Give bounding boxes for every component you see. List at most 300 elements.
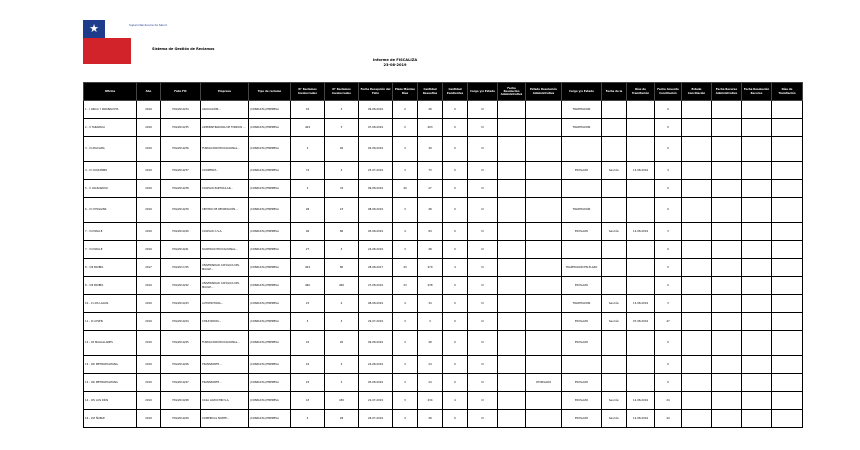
report-date: 23-08-2019	[383, 63, 407, 67]
table-cell: 09-08-2019	[359, 331, 393, 356]
table-cell	[682, 223, 712, 241]
table-cell: 12-08-2019	[627, 410, 655, 428]
table-cell: 1 - I ARICA Y PARINACOTA	[84, 101, 137, 119]
table-cell: 2019	[137, 137, 161, 162]
table-cell: 0	[655, 101, 682, 119]
table-cell	[498, 259, 526, 277]
table-cell: 0	[443, 119, 468, 137]
table-cell: 3	[655, 223, 682, 241]
table-cell	[742, 392, 772, 410]
logo-white-field	[105, 20, 167, 38]
table-cell	[772, 119, 803, 137]
table-cell: 4	[291, 410, 325, 428]
table-cell: 46	[325, 137, 359, 162]
table-cell	[772, 356, 803, 374]
table-cell	[498, 356, 526, 374]
table-cell: (CONSULTA) EMPRESA	[249, 162, 291, 180]
table-cell: 0	[655, 259, 682, 277]
table-cell: 8 - VIII BIOBÍO	[84, 259, 137, 277]
table-cell: (CONSULTA) EMPRESA	[249, 410, 291, 428]
table-cell: CHILE NIDOS...	[201, 313, 249, 331]
table-cell: TRANSPORTE...	[201, 374, 249, 392]
table-cell: 3	[418, 313, 443, 331]
table-cell	[712, 313, 742, 331]
table-cell: 0	[655, 277, 682, 295]
table-cell	[602, 374, 627, 392]
star-icon: ★	[89, 22, 99, 35]
column-header: Cargo y/o Estado	[468, 83, 498, 101]
table-cell: (CONSULTA) EMPRESA	[249, 223, 291, 241]
table-cell: 7 - VII MAULE	[84, 223, 137, 241]
table-cell: 2019	[137, 331, 161, 356]
table-cell: 05-08-2019	[359, 223, 393, 241]
table-cell: 430	[325, 392, 359, 410]
table-cell	[712, 137, 742, 162]
logo	[83, 20, 167, 64]
table-cell: FAS/2019/49	[161, 410, 201, 428]
table-cell: FAS/2019/48	[161, 392, 201, 410]
table-cell: 3	[393, 162, 418, 180]
table-cell	[682, 374, 712, 392]
column-header: Fecha de la	[602, 83, 627, 101]
column-header: Días de Tramitación	[772, 83, 803, 101]
table-cell	[742, 259, 772, 277]
table-cell: 3	[291, 137, 325, 162]
table-cell: CI	[468, 313, 498, 331]
table-cell: 0	[655, 374, 682, 392]
table-cell	[682, 410, 712, 428]
table-cell	[602, 241, 627, 259]
report-title: Informe de FISCALIZA	[372, 58, 418, 62]
table-cell: 4	[325, 162, 359, 180]
table-cell	[526, 223, 562, 241]
table-cell: 5 - V VALPARAÍSO	[84, 180, 137, 198]
table-cell: 0	[443, 101, 468, 119]
table-cell: 13 - XIII METROPOLITANA	[84, 374, 137, 392]
table-cell	[772, 259, 803, 277]
table-cell: 4	[393, 295, 418, 313]
table-cell	[712, 392, 742, 410]
table-cell: EN PLAZO	[562, 331, 602, 356]
table-cell: 07-08-2019	[359, 119, 393, 137]
table-cell: 0	[655, 180, 682, 198]
column-header: Fecha Recurso Administrativo	[712, 83, 742, 101]
table-cell	[526, 410, 562, 428]
column-header: Plazo Máximo Días	[393, 83, 418, 101]
table-cell	[742, 374, 772, 392]
table-cell	[772, 277, 803, 295]
table-cell: 23	[325, 198, 359, 223]
table-cell	[627, 356, 655, 374]
table-cell: CI	[468, 162, 498, 180]
table-cell	[627, 137, 655, 162]
table-cell: 09-08-2019	[359, 180, 393, 198]
table-cell: (CONSULTA) EMPRESA	[249, 392, 291, 410]
table-cell: 3	[393, 313, 418, 331]
table-cell	[712, 295, 742, 313]
table-cell: 3	[325, 374, 359, 392]
table-cell: 13-08-2019	[627, 162, 655, 180]
table-cell	[498, 223, 526, 241]
table-cell	[682, 198, 712, 223]
table-cell: UNIVERSIDAD CATÓLICA DEL MAULE...	[201, 277, 249, 295]
table-cell: 0	[443, 137, 468, 162]
table-row	[84, 313, 803, 331]
table-cell: 0	[443, 331, 468, 356]
table-cell: 2019	[137, 392, 161, 410]
table-cell	[772, 331, 803, 356]
table-cell: 0	[443, 198, 468, 223]
table-cell: 11 - XI AYSÉN	[84, 313, 137, 331]
table-cell	[772, 162, 803, 180]
table-cell: 434	[418, 392, 443, 410]
column-header: Días de Tramitación	[627, 83, 655, 101]
table-cell	[498, 137, 526, 162]
table-cell: 238	[418, 277, 443, 295]
table-cell: 7 - VII MAULE	[84, 241, 137, 259]
table-cell: 10 - X LOS LAGOS	[84, 295, 137, 313]
table-cell	[602, 198, 627, 223]
table-cell: 4 - IV COQUIMBO	[84, 162, 137, 180]
table-cell	[682, 259, 712, 277]
table-cell	[742, 410, 772, 428]
table-cell	[772, 313, 803, 331]
table-cell: FAS/2019/45	[161, 331, 201, 356]
table-cell: CI	[468, 119, 498, 137]
table-cell: 28	[418, 410, 443, 428]
table-cell: COMERCIAL NORTE...	[201, 410, 249, 428]
table-cell: (CONSULTA) EMPRESA	[249, 119, 291, 137]
table-cell: 2019	[137, 374, 161, 392]
table-row	[84, 295, 803, 313]
table-cell	[682, 295, 712, 313]
table-cell: 26-07-2019	[359, 410, 393, 428]
table-cell: CI	[468, 374, 498, 392]
table-cell: TRAMITACIÓN EN PLAZO	[562, 259, 602, 277]
table-cell: 34	[418, 295, 443, 313]
table-cell: 29-07-2019	[359, 313, 393, 331]
table-cell	[742, 223, 772, 241]
table-cell	[526, 198, 562, 223]
table-cell: 09-08-2019	[359, 101, 393, 119]
table-row	[84, 277, 803, 295]
table-cell	[627, 101, 655, 119]
table-cell	[682, 392, 712, 410]
table-cell: 2019	[137, 356, 161, 374]
table-cell: 02-08-2019	[359, 137, 393, 162]
table-cell	[712, 162, 742, 180]
table-cell	[772, 374, 803, 392]
table-cell: 404	[291, 119, 325, 137]
table-cell: Sanción	[602, 392, 627, 410]
table-cell: 24	[418, 374, 443, 392]
table-cell: EN PLAZO	[562, 374, 602, 392]
table-cell: FAS/2019/34	[161, 101, 201, 119]
table-cell: 34	[325, 180, 359, 198]
table-cell: Sanción	[602, 410, 627, 428]
table-row	[84, 331, 803, 356]
table-cell	[772, 241, 803, 259]
table-cell: 460	[325, 277, 359, 295]
table-cell: CI	[468, 295, 498, 313]
table-cell: CI	[468, 356, 498, 374]
table-cell	[498, 101, 526, 119]
table-cell	[526, 119, 562, 137]
table-cell	[602, 331, 627, 356]
table-cell: 43	[291, 101, 325, 119]
table-cell: 2019	[137, 313, 161, 331]
table-cell: UNIVERSIDAD CATÓLICA DEL MAULE...	[201, 259, 249, 277]
table-cell: 2 - II TARAPACÁ	[84, 119, 137, 137]
table-cell: 26	[325, 331, 359, 356]
column-header: Tipo de reclamo	[249, 83, 291, 101]
table-cell	[682, 331, 712, 356]
table-cell	[498, 119, 526, 137]
column-header: Fecha Resolución Recurso	[742, 83, 772, 101]
table-cell: (CONSULTA) EMPRESA	[249, 295, 291, 313]
table-cell	[562, 137, 602, 162]
table-cell: 2019	[137, 295, 161, 313]
table-cell: 0	[443, 410, 468, 428]
table-cell	[498, 277, 526, 295]
column-header: Folio FIC	[161, 83, 201, 101]
table-cell: 0	[655, 198, 682, 223]
table-row	[84, 241, 803, 259]
table-cell: 2019	[137, 410, 161, 428]
table-cell	[712, 277, 742, 295]
table-cell: 0	[443, 374, 468, 392]
table-row	[84, 392, 803, 410]
table-cell	[742, 180, 772, 198]
table-cell: 25-07-2019	[359, 162, 393, 180]
table-cell: 460	[291, 277, 325, 295]
report-table	[83, 82, 803, 428]
table-cell: FAS/2019/37	[161, 162, 201, 180]
table-cell: 43	[291, 392, 325, 410]
table-cell: 13 - XIII METROPOLITANA	[84, 356, 137, 374]
table-cell: 47	[655, 313, 682, 331]
table-body	[84, 101, 803, 428]
table-cell: 3	[393, 392, 418, 410]
table-cell: 2019	[137, 180, 161, 198]
table-cell: 43	[291, 331, 325, 356]
logo-blue-field	[83, 20, 105, 38]
table-cell: 404	[291, 259, 325, 277]
table-cell	[682, 180, 712, 198]
table-cell: 0	[443, 241, 468, 259]
table-cell: ADMINISTRADORA DE FONDOS ...	[201, 119, 249, 137]
table-cell: 0	[655, 137, 682, 162]
table-cell: 40	[393, 180, 418, 198]
table-cell: TRANSPORTE...	[201, 356, 249, 374]
table-cell: 27	[418, 180, 443, 198]
table-cell: (CONSULTA) EMPRESA	[249, 137, 291, 162]
table-cell	[742, 295, 772, 313]
column-header: Fecha Acuerdo Conciliación	[655, 83, 682, 101]
table-cell: 2019	[137, 198, 161, 223]
table-cell: 4	[655, 162, 682, 180]
table-cell: 24-08-2019	[359, 241, 393, 259]
table-cell: 2019	[137, 101, 161, 119]
table-cell	[772, 223, 803, 241]
table-cell: ASOCIACIÓN...	[201, 101, 249, 119]
table-cell: 0	[655, 119, 682, 137]
column-header: Estado Conciliación	[682, 83, 712, 101]
table-cell	[682, 313, 712, 331]
table-cell: FAS/2019/41	[161, 241, 201, 259]
table-cell	[627, 241, 655, 259]
table-cell: 0	[443, 180, 468, 198]
table-cell: 24	[655, 392, 682, 410]
table-cell: 46	[291, 223, 325, 241]
column-header: Fecha Recepción del Folio	[359, 83, 393, 101]
table-cell: 3	[325, 241, 359, 259]
table-cell: 0	[443, 295, 468, 313]
table-cell: COLEGIO PARTICULAR...	[201, 180, 249, 198]
table-cell: CI	[468, 137, 498, 162]
table-cell: OTORGADO	[526, 374, 562, 392]
table-cell: (CONSULTA) EMPRESA	[249, 101, 291, 119]
table-cell: (CONSULTA) EMPRESA	[249, 374, 291, 392]
column-header: Cantidad Pendientes	[443, 83, 468, 101]
table-cell: 2019	[137, 223, 161, 241]
column-header: N° Reclamos Involucrados	[325, 83, 359, 101]
table-cell	[602, 259, 627, 277]
table-row	[84, 374, 803, 392]
table-cell	[526, 331, 562, 356]
column-header: Oficina	[84, 83, 137, 101]
table-cell: 2017	[137, 259, 161, 277]
table-cell	[682, 137, 712, 162]
table-cell: 6 - VI O'HIGGINS	[84, 198, 137, 223]
table-cell	[772, 392, 803, 410]
table-cell: 28	[325, 410, 359, 428]
table-cell	[742, 198, 772, 223]
table-cell	[742, 137, 772, 162]
table-cell: Sanción	[602, 162, 627, 180]
table-cell	[712, 101, 742, 119]
table-cell	[526, 295, 562, 313]
table-cell: (CONSULTA) EMPRESA	[249, 356, 291, 374]
table-cell	[498, 410, 526, 428]
table-cell	[627, 277, 655, 295]
table-cell	[712, 356, 742, 374]
table-cell: 0	[443, 277, 468, 295]
table-cell: AUTOMOTORA...	[201, 295, 249, 313]
table-cell	[627, 331, 655, 356]
table-cell	[712, 119, 742, 137]
table-cell: 27	[291, 241, 325, 259]
table-cell	[627, 180, 655, 198]
table-cell	[627, 119, 655, 137]
table-cell	[498, 331, 526, 356]
table-cell	[682, 241, 712, 259]
table-cell: CI	[468, 277, 498, 295]
table-cell	[742, 331, 772, 356]
table-cell: 24	[418, 356, 443, 374]
table-cell: CI	[468, 223, 498, 241]
table-cell	[772, 410, 803, 428]
table-cell	[772, 137, 803, 162]
table-cell: 2019	[137, 277, 161, 295]
table-cell: TRAMITACIÓN	[562, 295, 602, 313]
table-cell: FAS/2019/46	[161, 356, 201, 374]
column-header: Empresa	[201, 83, 249, 101]
table-cell: 12-08-2019	[627, 392, 655, 410]
table-cell: 05-08-2019	[359, 374, 393, 392]
table-cell: 3	[393, 241, 418, 259]
column-header: Cantidad Resueltos	[418, 83, 443, 101]
table-cell: CI	[468, 180, 498, 198]
logo-text: Superintendencia de Salud	[129, 23, 167, 27]
table-cell: 403	[418, 119, 443, 137]
column-header: Año	[137, 83, 161, 101]
table-cell: 48	[418, 198, 443, 223]
table-cell	[498, 392, 526, 410]
table-row	[84, 119, 803, 137]
system-name: Sistema de Gestión de Reclamos	[152, 47, 215, 51]
table-cell: 23	[291, 374, 325, 392]
table-cell: 3	[325, 313, 359, 331]
table-cell: 86	[325, 223, 359, 241]
table-cell: FAS/2019/47	[161, 374, 201, 392]
table-cell: 27-08-2019	[359, 277, 393, 295]
table-cell: 3	[325, 356, 359, 374]
table-cell: Sanción	[602, 313, 627, 331]
table-cell: 4	[443, 259, 468, 277]
table-cell	[498, 241, 526, 259]
table-cell: (CONSULTA) EMPRESA	[249, 241, 291, 259]
table-cell	[526, 313, 562, 331]
table-cell: 22-07-2019	[359, 392, 393, 410]
table-cell: CI	[468, 198, 498, 223]
table-cell: 3	[325, 119, 359, 137]
table-row	[84, 198, 803, 223]
table-cell: 16 - XVI ÑUBLE	[84, 410, 137, 428]
table-cell	[712, 180, 742, 198]
table-cell	[682, 356, 712, 374]
table-cell: CI	[468, 410, 498, 428]
table-cell: 470	[418, 259, 443, 277]
table-cell: SOCIEDAD EDUCACIONAL...	[201, 241, 249, 259]
table-cell	[498, 313, 526, 331]
table-cell	[742, 162, 772, 180]
table-cell: FAS/2019/38	[161, 180, 201, 198]
table-cell	[498, 180, 526, 198]
table-cell: CI	[468, 101, 498, 119]
table-row	[84, 410, 803, 428]
table-cell	[526, 277, 562, 295]
table-cell: 3	[393, 374, 418, 392]
table-cell	[498, 295, 526, 313]
table-cell: FAS/2019/44	[161, 313, 201, 331]
table-cell: 74	[291, 162, 325, 180]
table-cell	[712, 259, 742, 277]
table-row	[84, 259, 803, 277]
table-cell	[562, 180, 602, 198]
table-cell	[712, 331, 742, 356]
table-cell: FAS/2019/43	[161, 295, 201, 313]
table-cell: 23	[393, 277, 418, 295]
table-cell: 12 - XII MAGALLANES	[84, 331, 137, 356]
table-cell: 23	[291, 295, 325, 313]
table-row	[84, 137, 803, 162]
table-cell	[712, 374, 742, 392]
table-cell	[602, 119, 627, 137]
table-cell	[498, 374, 526, 392]
table-cell: 0	[443, 223, 468, 241]
table-cell: 4	[393, 410, 418, 428]
